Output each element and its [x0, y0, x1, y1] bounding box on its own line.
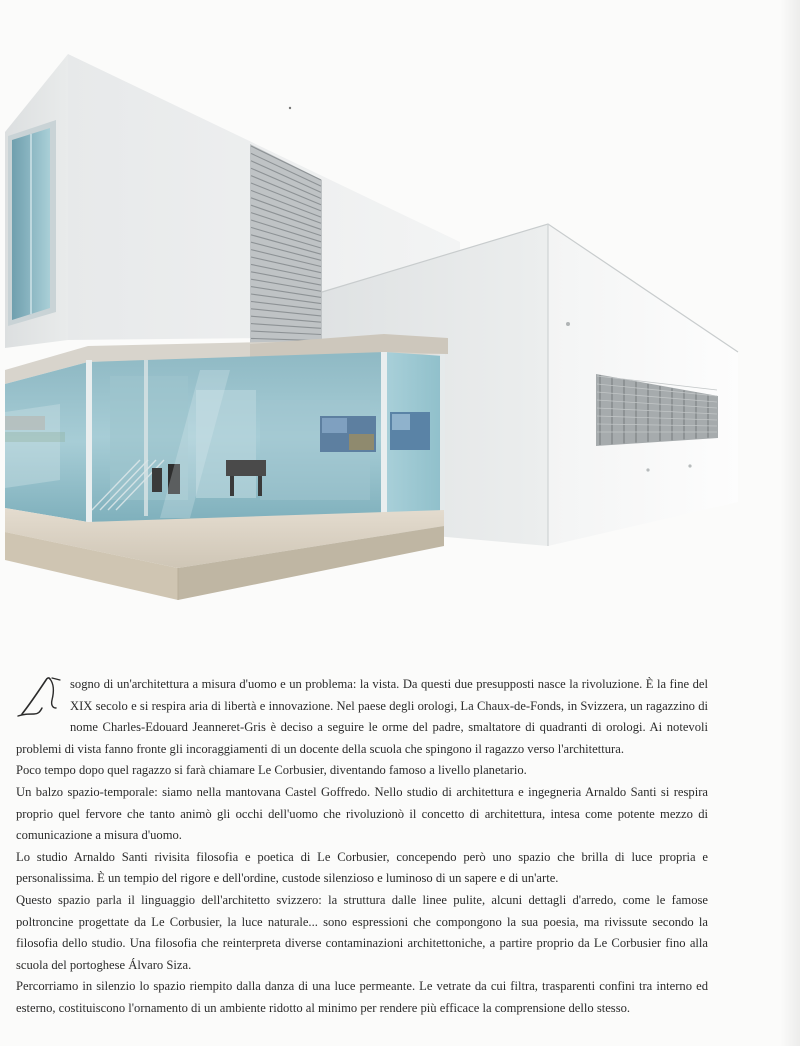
paragraph-1: sogno di un'architettura a misura d'uomo e un problema: la vista. Da questi due presupposti nasce la rivoluzione. È la fine del XIX secolo e si respira aria di libertà e innovazione. Nel paese degli orologi, La Chaux-de-Fonds, in Svizzera, un ragazzino di nome Charles-Edouard Jeanneret-Gris è deciso a seguire le orme del padre, smaltatore di quadranti di orologi. Ai notevoli problemi di vista fanno fronte gli incoraggiamenti di un docente della scuola che spingono il ragazzo verso l'architettura.	[16, 677, 708, 756]
paragraph-2: Poco tempo dopo quel ragazzo si farà chiamare Le Corbusier, diventando famoso a livello planetario.	[16, 763, 527, 778]
article-body	[16, 674, 708, 1020]
paragraph-5: Questo spazio parla il linguaggio dell'architetto svizzero: la struttura dalle linee pulite, alcuni dettagli d'arredo, come le famose poltroncine progettate da Le Corbusier, la luce naturale... sono espressioni che compongono la sua poesia, ma rivissute secondo la filosofia dello studio. Una filosofia che reinterpreta diverse contaminazioni architettoniche, a partire proprio da Le Corbusier fino alla scuola del portoghese Álvaro Siza.	[16, 892, 708, 972]
upper-louvre	[250, 144, 322, 356]
page-edge-shadow	[780, 0, 800, 1046]
drop-cap-initial	[16, 674, 64, 718]
paragraph-4: Lo studio Arnaldo Santi rivisita filosofia e poetica di Le Corbusier, concependo però uno spazio che brilla di luce propria e personalissima. È un tempio del rigore e dell'ordine, custode silenzioso e luminoso di un sapere e di un'arte.	[16, 849, 708, 886]
paragraph-6: Percorriamo in silenzio lo spazio riempito dalla danza di una luce permeante. Le vetrate da cui filtra, trasparenti confini tra interno ed esterno, costituiscono l'ornamento di un ambiente ridotto al minimo per rendere più efficace la comprensione dello stesso.	[16, 979, 708, 1015]
building-photo	[0, 40, 760, 610]
paragraph-3: Un balzo spazio-temporale: siamo nella mantovana Castel Goffredo. Nello studio di architettura e ingegneria Arnaldo Santi si respira proprio quel fervore che tanto animò gli occhi dell'uomo che rivoluzionò il concetto di architettura, intesa come potente mezzo di comunicazione a misura d'uomo.	[16, 784, 708, 843]
